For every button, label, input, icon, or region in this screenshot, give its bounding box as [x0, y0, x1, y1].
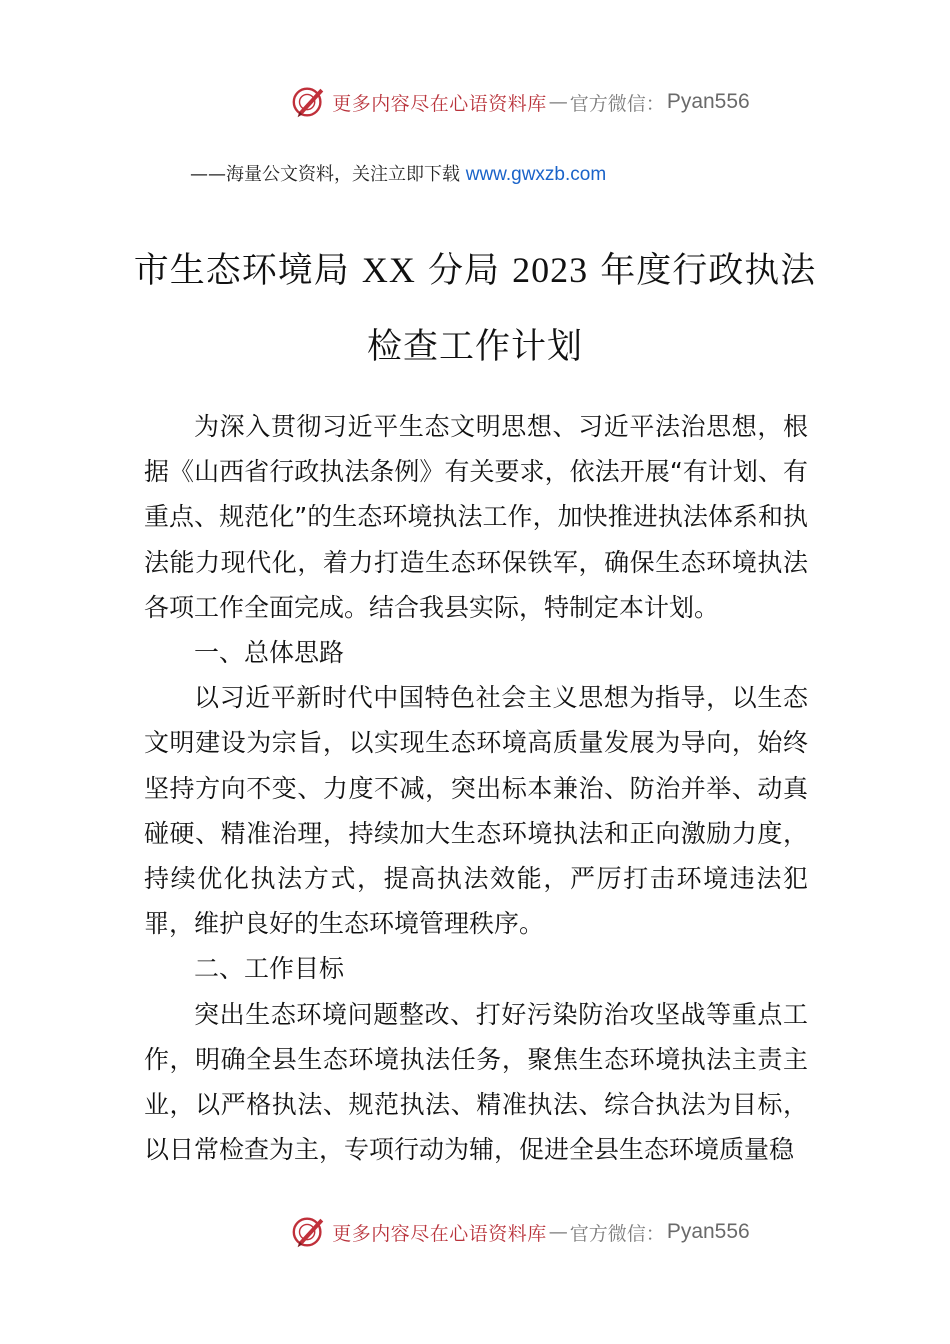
top-banner	[0, 82, 950, 122]
banner-wechat-id: Pyan556	[666, 1220, 750, 1243]
pen-logo-icon	[290, 1213, 328, 1251]
paragraph: 以习近平新时代中国特色社会主义思想为指导，以生态文明建设为宗旨，以实现生态环境高质量发展为导向，始终坚持方向不变、力度不减，突出标本兼治、防治并举、动真碰硬、精准治理，持续加大生态环境执法和正向激励力度，持续优化执法方式，提高执法效能，严厉打击环境违法犯罪，维护良好的生态环境管理秩序。	[144, 683, 808, 939]
banner-dash: —	[548, 91, 568, 113]
title-line-2: 检查工作计划	[366, 327, 583, 367]
bottom-banner	[0, 1212, 950, 1252]
paragraph: 突出生态环境问题整改、打好污染防治攻坚战等重点工作，明确全县生态环境执法任务，聚焦生态环境执法主责主业，以严格执法、规范执法、精准执法、综合执法为目标，以日常检查为主，专项行动为辅，促进全县生态环境质量稳	[144, 999, 808, 1165]
banner-text: 更多内容尽在心语资料库	[332, 92, 547, 115]
document-title	[0, 232, 950, 385]
document-body	[144, 404, 808, 1172]
banner-dash: —	[548, 1221, 568, 1243]
tagline-url[interactable]: www.gwxzb.com	[465, 164, 607, 185]
title-line-1: 市生态环境局 XX 分局 2023 年度行政执法	[133, 250, 817, 291]
banner-wechat-label: 官方微信：	[569, 92, 665, 115]
section-heading: 二、工作目标	[194, 954, 345, 984]
pen-logo-icon	[290, 83, 328, 121]
tagline	[190, 160, 606, 186]
banner-wechat-label: 官方微信：	[569, 1222, 665, 1245]
banner-text: 更多内容尽在心语资料库	[332, 1222, 547, 1245]
banner-wechat-id: Pyan556	[666, 90, 750, 113]
tagline-prefix: ——海量公文资料，关注立即下载	[190, 164, 460, 185]
paragraph: 为深入贯彻习近平生态文明思想、习近平法治思想，根据《山西省行政执法条例》有关要求，依法开展“有计划、有重点、规范化”的生态环境执法工作，加快推进执法体系和执法能力现代化，着力打造生态环保铁军，确保生态环境执法各项工作全面完成。结合我县实际，特制定本计划。	[144, 412, 808, 622]
section-heading: 一、总体思路	[194, 638, 345, 668]
